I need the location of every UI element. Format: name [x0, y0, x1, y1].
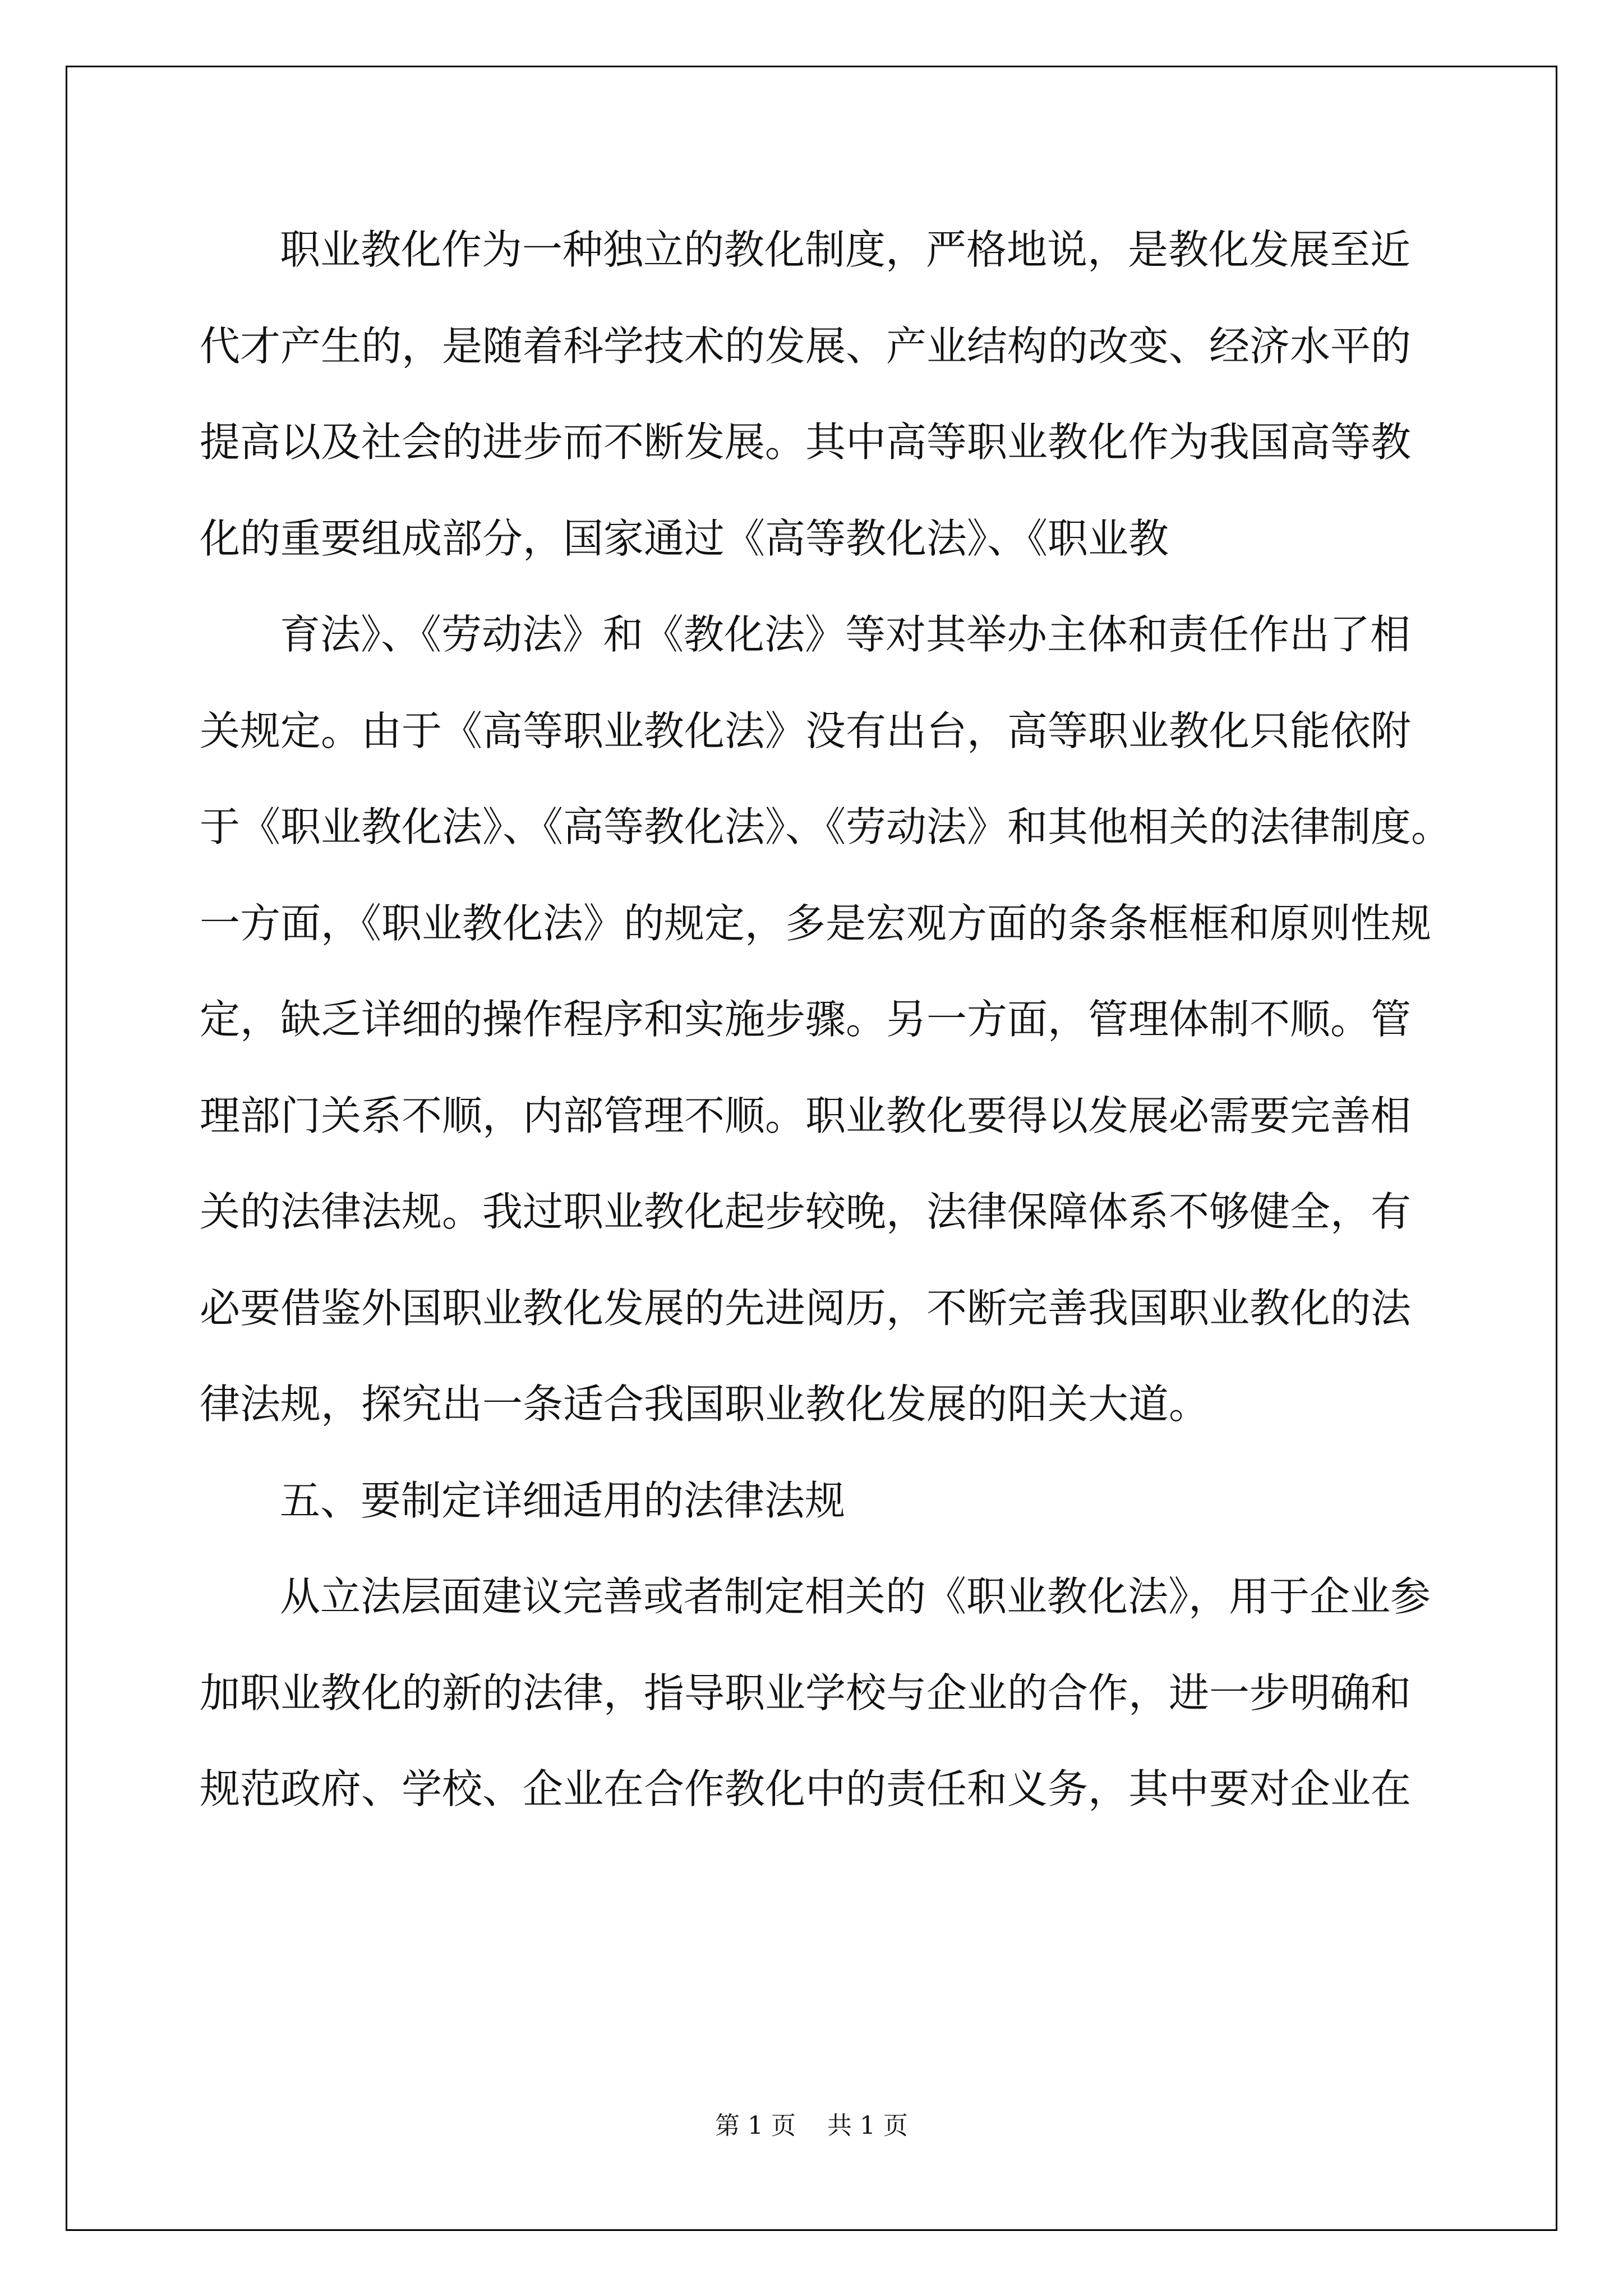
paragraph-line: 加职业教化的新的法律，指导职业学校与企业的合作，进一步明确和 — [200, 1669, 1412, 1717]
paragraph-line: 规范政府、学校、企业在合作教化中的责任和义务，其中要对企业在 — [200, 1765, 1412, 1812]
paragraph-line: 从立法层面建议完善或者制定相关的《职业教化法》，用于企业参 — [280, 1573, 1431, 1620]
paragraph-line: 职业教化作为一种独立的教化制度，严格地说，是教化发展至近 — [280, 226, 1411, 273]
paragraph-line: 律法规，探究出一条适合我国职业教化发展的阳关大道。 — [200, 1381, 1210, 1428]
page-number-footer: 第 1 页 共 1 页 — [715, 2111, 908, 2140]
paragraph-line: 理部门关系不顺，内部管理不顺。职业教化要得以发展必需要完善相 — [200, 1092, 1412, 1139]
paragraph-line: 代才产生的，是随着科学技术的发展、产业结构的改变、经济水平的 — [200, 323, 1412, 370]
section-heading: 五、要制定详细适用的法律法规 — [280, 1477, 846, 1524]
paragraph-line: 关的法律法规。我过职业教化起步较晚，法律保障体系不够健全，有 — [200, 1188, 1412, 1235]
paragraph-line: 一方面，《职业教化法》的规定，多是宏观方面的条条框框和原则性规 — [200, 900, 1432, 947]
paragraph-line: 于《职业教化法》、《高等教化法》、《劳动法》和其他相关的法律制度。 — [200, 803, 1452, 850]
paragraph-line: 提高以及社会的进步而不断发展。其中高等职业教化作为我国高等教 — [200, 418, 1412, 466]
page-border — [66, 66, 1557, 2231]
paragraph-line: 必要借鉴外国职业教化发展的先进阅历，不断完善我国职业教化的法 — [200, 1285, 1412, 1332]
paragraph-line: 化的重要组成部分，国家通过《高等教化法》、《职业教 — [200, 515, 1169, 562]
paragraph-line: 育法》、《劳动法》和《教化法》等对其举办主体和责任作出了相 — [280, 611, 1411, 658]
paragraph-line: 关规定。由于《高等职业教化法》没有出台，高等职业教化只能依附 — [200, 707, 1412, 754]
paragraph-line: 定，缺乏详细的操作程序和实施步骤。另一方面，管理体制不顺。管 — [200, 996, 1412, 1043]
